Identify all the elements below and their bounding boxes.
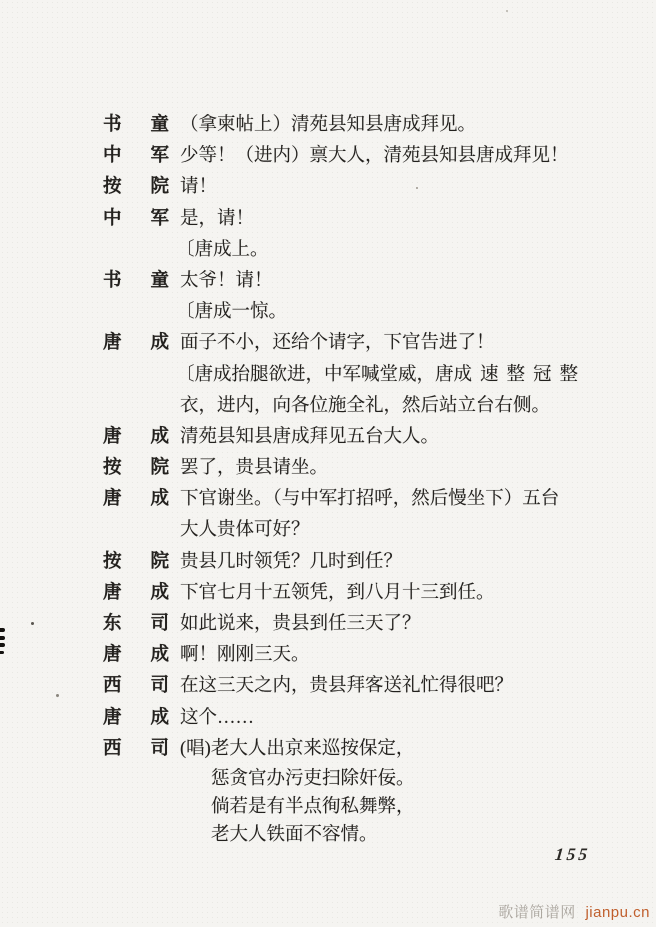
script-line xyxy=(0,453,656,484)
script-line xyxy=(0,484,656,515)
script-line xyxy=(0,515,656,546)
watermark-site-name: 歌谱简谱网 xyxy=(498,904,576,921)
line-text: (唱)老大人出京来巡按保定， xyxy=(180,738,415,759)
script-line xyxy=(0,297,656,328)
line-text: （拿柬帖上）清苑县知县唐成拜见。 xyxy=(180,115,477,135)
speaker-name: 按 院 xyxy=(103,177,169,198)
script-line xyxy=(0,703,656,734)
page-number: 155 xyxy=(554,844,592,864)
line-text: 太爷！请！ xyxy=(180,270,273,291)
script-line xyxy=(0,172,656,203)
script-body xyxy=(0,110,656,850)
speaker-name: 唐 成 xyxy=(103,582,169,603)
speaker-name: 书 童 xyxy=(103,270,169,291)
line-text: 面子不小，还给个请字，下官告进了！ xyxy=(180,333,495,354)
line-text: 惩贪官办污吏扫除奸佞。 xyxy=(211,768,415,789)
speaker-name: 西 司 xyxy=(103,738,169,759)
ink-speck xyxy=(506,10,508,12)
speaker-name: 唐 成 xyxy=(103,333,169,354)
speaker-name: 按 院 xyxy=(103,458,169,479)
line-text: 〔唐成上。 xyxy=(176,239,269,260)
speaker-name: 西 司 xyxy=(103,676,169,697)
script-line xyxy=(0,266,656,297)
script-line xyxy=(0,578,656,609)
line-text: 大人贵体可好？ xyxy=(180,520,310,541)
script-line xyxy=(0,328,656,359)
script-line xyxy=(0,235,656,266)
speaker-name: 唐 成 xyxy=(103,489,169,510)
line-text: 衣，进内，向各位施全礼，然后站立台右侧。 xyxy=(180,395,551,416)
watermark xyxy=(498,901,650,922)
script-line xyxy=(0,640,656,671)
line-text: 下官七月十五领凭，到八月十三到任。 xyxy=(180,582,495,603)
line-text: 在这三天之内，贵县拜客送礼忙得很吧？ xyxy=(180,676,514,697)
speaker-name: 中 军 xyxy=(103,146,169,167)
script-line xyxy=(0,422,656,453)
line-text: 老大人铁面不容情。 xyxy=(211,825,378,846)
line-text: 少等！（进内）禀大人，清苑县知县唐成拜见！ xyxy=(180,146,569,167)
script-line xyxy=(0,609,656,640)
line-text: 倘若是有半点徇私舞弊， xyxy=(211,797,415,818)
line-text: 请！ xyxy=(180,177,218,198)
speaker-name: 唐 成 xyxy=(103,707,169,728)
script-line xyxy=(0,671,656,702)
speaker-name: 唐 成 xyxy=(103,426,169,447)
speaker-name: 书 童 xyxy=(103,115,169,135)
line-text: 是，请！ xyxy=(180,208,255,229)
script-line xyxy=(0,547,656,578)
line-text: 罢了，贵县请坐。 xyxy=(180,458,329,479)
line-text: 〔唐成抬腿欲进，中军喊堂威，唐成 速整冠整 xyxy=(176,364,587,385)
script-line xyxy=(0,734,656,765)
script-line xyxy=(0,110,656,141)
line-text: 贵县几时领凭？几时到任？ xyxy=(180,551,403,572)
script-line xyxy=(0,793,656,821)
script-line xyxy=(0,391,656,422)
speaker-name: 按 院 xyxy=(103,551,169,572)
line-text: 清苑县知县唐成拜见五台大人。 xyxy=(180,426,440,447)
script-line xyxy=(0,204,656,235)
speaker-name: 东 司 xyxy=(103,614,169,634)
script-line xyxy=(0,141,656,172)
line-text: 啊！刚刚三天。 xyxy=(180,645,310,666)
watermark-site-url: jianpu.cn xyxy=(585,904,650,921)
speaker-name: 唐 成 xyxy=(103,645,169,666)
line-text: 这个…… xyxy=(180,707,255,728)
line-text: 如此说来，贵县到任三天了？ xyxy=(180,614,421,634)
line-text: 〔唐成一惊。 xyxy=(176,302,288,323)
speaker-name: 中 军 xyxy=(103,208,169,229)
script-line xyxy=(0,360,656,391)
line-text: 下官谢坐。（与中军打招呼，然后慢坐下）五台 xyxy=(180,489,560,510)
line-text-justified-tail: 速整冠整 xyxy=(480,364,587,385)
script-line xyxy=(0,765,656,793)
